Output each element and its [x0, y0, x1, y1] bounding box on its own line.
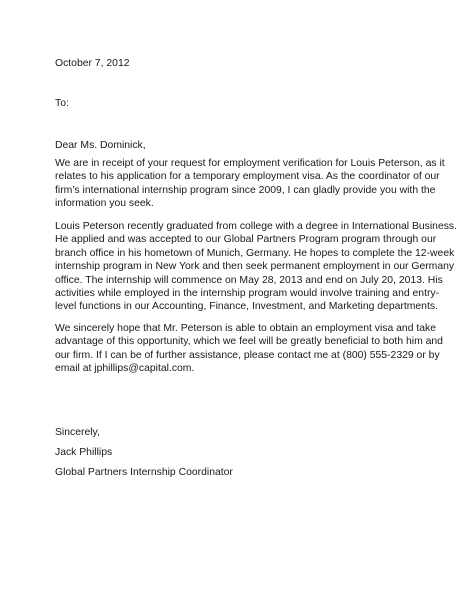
paragraph-line: We sincerely hope that Mr. Peterson is able to obtain an employment visa and take	[55, 323, 437, 334]
paragraph-line: activities while employed in the internship program would involve training and entry-	[55, 288, 440, 300]
paragraph-line: He applied and was accepted to our Global Partners Program program through our	[55, 234, 437, 246]
paragraph-2	[55, 220, 458, 314]
paragraph-1	[55, 157, 445, 211]
salutation: Dear Ms. Dominick,	[55, 140, 146, 151]
paragraph-line: advantage of this opportunity, which we feel will be greatly beneficial to both him and	[55, 336, 443, 348]
paragraph-line: firm’s international internship program since 2009, I can gladly provide you with the	[55, 184, 436, 196]
paragraph-line: level functions in our Accounting, Finance, Investment, and Marketing departments.	[55, 301, 438, 313]
paragraph-line: branch office in his hometown of Munich, Germany. He hopes to complete the 12-week	[55, 247, 455, 259]
paragraph-3	[55, 322, 443, 376]
paragraph-line: our firm. If I can be of further assistance, please contact me at (800) 555-2329 or by	[55, 349, 440, 361]
paragraph-line: email at jphillips@capital.com.	[55, 363, 195, 375]
closing: Sincerely,	[55, 427, 100, 438]
paragraph-line: Louis Peterson recently graduated from college with a degree in International Business.	[55, 221, 458, 232]
recipient-to-label: To:	[55, 98, 69, 109]
paragraph-line: relates to his application for a temporary employment visa. As the coordinator of our	[55, 171, 440, 183]
signer-name: Jack Phillips	[55, 447, 113, 458]
paragraph-line: We are in receipt of your request for employment verification for Louis Peterson, as it	[55, 158, 445, 169]
letter-date: October 7, 2012	[55, 58, 130, 69]
paragraph-line: office. The internship will commence on May 28, 2013 and end on July 20, 2013. His	[55, 274, 443, 286]
paragraph-line: internship program in New York and then seek permanent employment in our Germany	[55, 261, 455, 273]
signer-title: Global Partners Internship Coordinator	[55, 467, 233, 478]
paragraph-line: information you seek.	[55, 198, 154, 210]
